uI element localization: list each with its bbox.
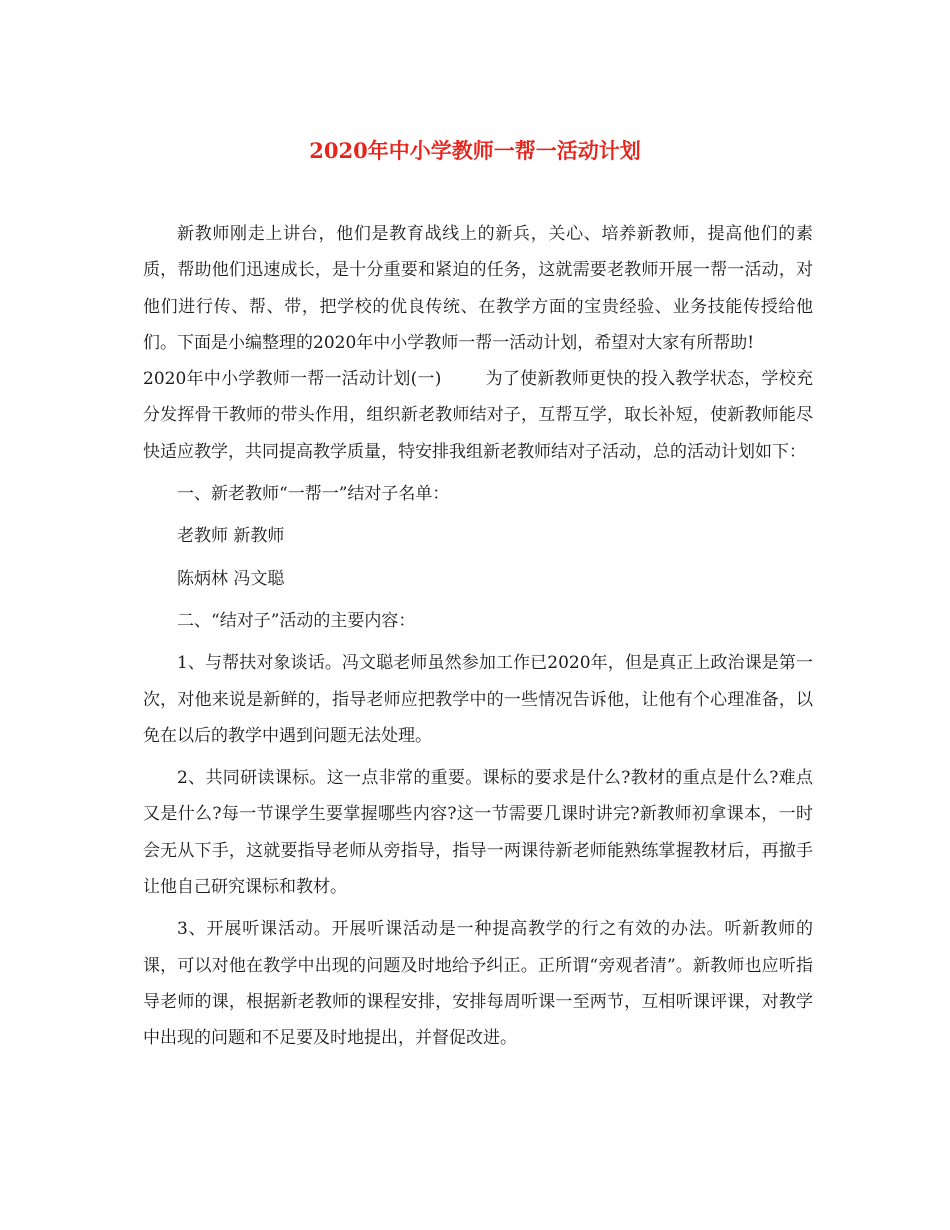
- content-item-2: 2、共同研读课标。这一点非常的重要。课标的要求是什么?教材的重点是什么?难点又是什么?每一节课学生要掌握哪些内容?这一节需要几课时讲完?新教师初拿课本，一时会无从下手，这就要指导老师从旁指导，指导一两课待新老师能熟练掌握教材后，再撤手让他自己研究课标和教材。: [143, 768, 813, 898]
- document-title: 2020年中小学教师一帮一活动计划: [309, 138, 641, 163]
- pair-table-header: 老教师 新教师: [177, 526, 285, 547]
- pair-list-heading: 一、新老教师“一帮一”结对子名单：: [177, 484, 450, 505]
- section-paragraph: [143, 361, 813, 470]
- intro-paragraph: 新教师刚走上讲台，他们是教育战线上的新兵，关心、培养新教师，提高他们的素质，帮助他们迅速成长，是十分重要和紧迫的任务，这就需要老教师开展一帮一活动，对他们进行传、帮、带，把学校的优良传统、在教学方面的宝贵经验、业务技能传授给他们。下面是小编整理的2020年中小学教师一帮一活动计划，希望对大家有所帮助!: [143, 224, 813, 353]
- section-heading: 2020年中小学教师一帮一活动计划(一): [143, 369, 442, 390]
- document-body: [143, 216, 813, 1057]
- pair-table-row: 陈炳林 冯文聪: [177, 568, 285, 589]
- content-item-1: 1、与帮扶对象谈话。冯文聪老师虽然参加工作已2020年，但是真正上政治课是第一次，对他来说是新鲜的，指导老师应把教学中的一些情况告诉他，让他有个心理准备，以免在以后的教学中遇到问题无法处理。: [143, 653, 813, 746]
- content-item-3: 3、开展听课活动。开展听课活动是一种提高教学的行之有效的办法。听新教师的课，可以对他在教学中出现的问题及时地给予纠正。正所谓“旁观者清”。新教师也应听指导老师的课，根据新老教师的课程安排，安排每周听课一至两节，互相听课评课，对教学中出现的问题和不足要及时地提出，并督促改进。: [143, 919, 813, 1049]
- section-intro: 为了使新教师更快的投入教学状态，学校充分发挥骨干教师的带头作用，组织新老教师结对子，互帮互学，取长补短，使新教师能尽快适应教学，共同提高教学质量，特安排我组新老教师结对子活动，总的活动计划如下：: [143, 369, 814, 462]
- content-heading: 二、“结对子”活动的主要内容：: [177, 610, 416, 631]
